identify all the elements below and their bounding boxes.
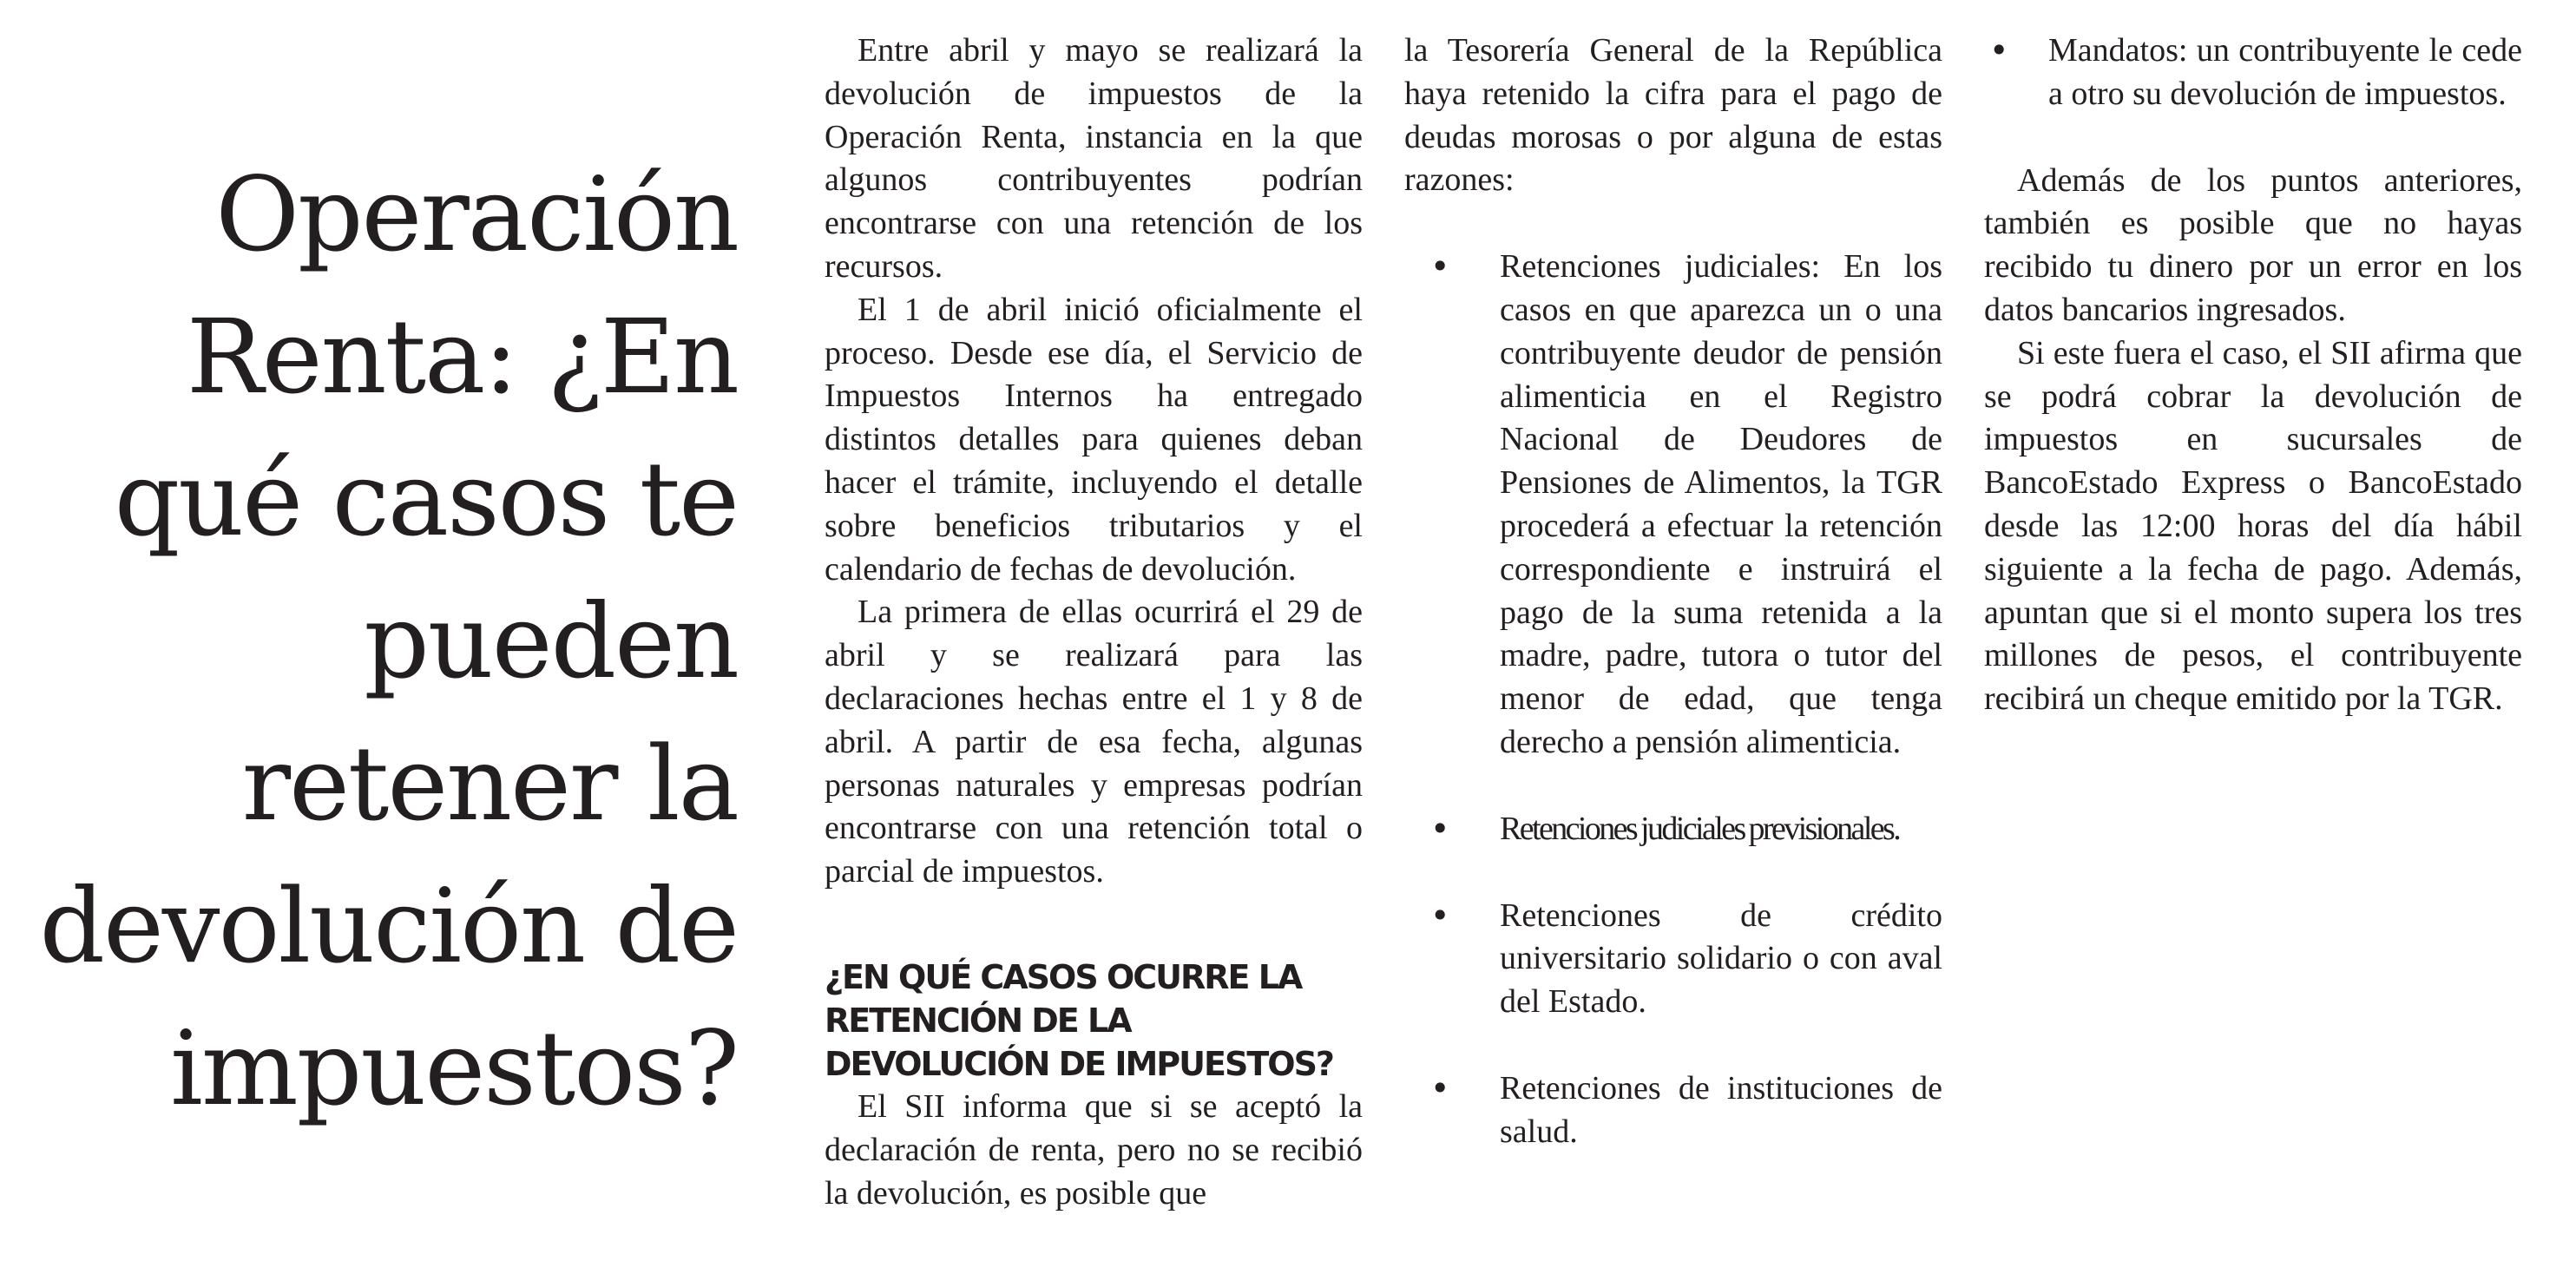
- body-paragraph: Además de los puntos anteriores, también es posible que no hayas recibido tu dinero por un error en los datos bancarios ingresados.: [1984, 161, 2522, 328]
- body-paragraph: Entre abril y mayo se realizará la devolución de impuestos de la Operación Renta, instancia en la que algunos contribuyentes podrían encontrarse con una retención de los recursos.: [825, 32, 1363, 285]
- list-item-text: Retenciones judiciales: En los casos en que aparezca un o una contribuyente deudor de pensión alimenticia en el Registro Nacional de Deudores de Pensiones de Alimentos, la TGR procederá a efectuar la retención correspondiente e instruirá el pago de la suma retenida a la madre, padre, tutora o tutor del menor de edad, que tenga derecho a pensión alimenticia.: [1500, 248, 1942, 760]
- list-item-text: Retenciones judiciales previsionales.: [1500, 810, 1900, 847]
- section-subheading: ¿EN QUÉ CASOS OCURRE LA RETENCIÓN DE LA DEVOLUCIÓN DE IMPUESTOS?: [825, 957, 1333, 1083]
- bullet-icon: •: [1430, 896, 1450, 935]
- bullet-icon: •: [1430, 809, 1450, 848]
- body-paragraph: El SII informa que si se aceptó la declaración de renta, pero no se recibió la devolución, es posible que: [825, 1088, 1363, 1212]
- bullet-icon: •: [1430, 247, 1450, 286]
- body-paragraph-continuation: la Tesorería General de la República haya retenido la cifra para el pago de deudas morosas o por alguna de estas razones:: [1404, 32, 1942, 199]
- retention-reasons-list-continued: [1984, 30, 2522, 116]
- bullet-icon: •: [1989, 31, 2009, 69]
- list-item: [1404, 246, 1942, 765]
- article-headline: Operación Renta: ¿En qué casos te pueden retener la devolución de impuestos?: [39, 154, 738, 1128]
- list-item: [1404, 1067, 1942, 1154]
- body-paragraph: El 1 de abril inició oficialmente el proceso. Desde ese día, el Servicio de Impuestos Internos ha entregado distintos detalles para quienes deban hacer el trámite, incluyendo el detalle sobre beneficios tributarios y el calendario de fechas de devolución.: [825, 291, 1363, 588]
- list-item-text: Retenciones de instituciones de salud.: [1500, 1069, 1942, 1150]
- body-paragraph: Si este fuera el caso, el SII afirma que se podrá cobrar la devolución de impuestos en sucursales de BancoEstado Express o BancoEstado desde las 12:00 horas del día hábil siguiente a la fecha de pago. Además, apuntan que si el monto supera los tres millones de pesos, el contribuyente recibirá un cheque emitido por la TGR.: [1984, 334, 2522, 718]
- list-item-text: Mandatos: un contribuyente le cede a otro su devolución de impuestos.: [2048, 32, 2522, 112]
- list-item: [1404, 808, 1942, 851]
- bullet-icon: •: [1430, 1068, 1450, 1107]
- list-item: [1984, 30, 2522, 116]
- list-item-text: Retenciones de crédito universitario solidario o con aval del Estado.: [1500, 896, 1942, 1021]
- retention-reasons-list: [1404, 246, 1942, 1153]
- article-column-2: [1404, 30, 1942, 1198]
- body-paragraph: La primera de ellas ocurrirá el 29 de abril y se realizará para las declaraciones hechas entre el 1 y 8 de abril. A partir de esa fecha, algunas personas naturales y empresas podrían encontrarse con una retención total o parcial de impuestos.: [825, 594, 1363, 890]
- article-column-1: [825, 30, 1363, 1216]
- article-column-3: [1984, 30, 2522, 721]
- list-item: [1404, 895, 1942, 1024]
